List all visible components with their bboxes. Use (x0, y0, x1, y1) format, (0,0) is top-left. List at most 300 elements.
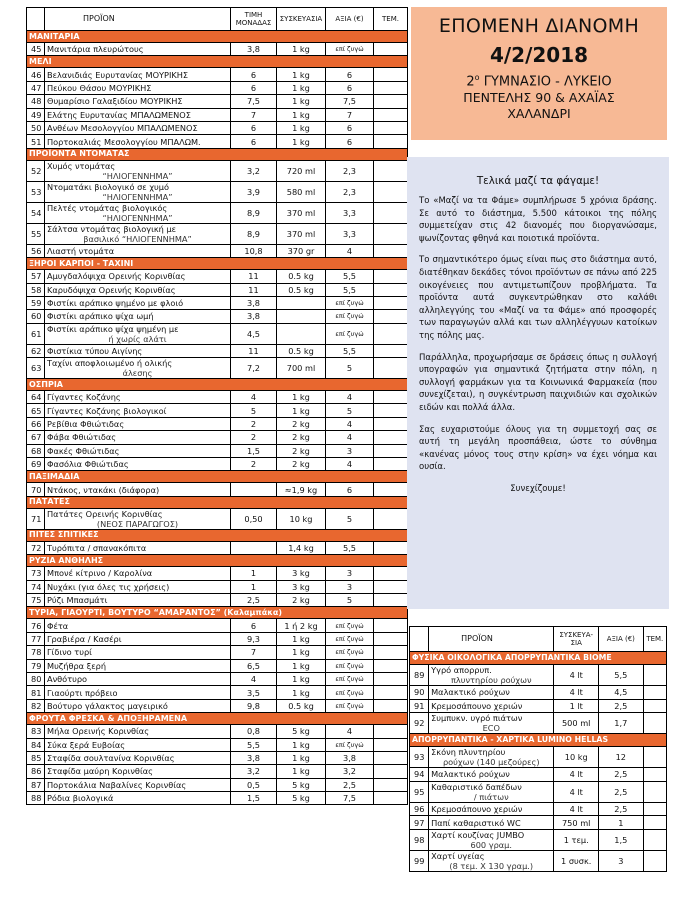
product-price: 1,5 (231, 792, 277, 805)
product-price: 7,2 (231, 358, 277, 379)
product-row (27, 270, 408, 283)
product-package: 1 lt (554, 699, 599, 713)
product-package: 5 kg (277, 778, 326, 791)
product-row (27, 765, 408, 778)
product-row (410, 829, 667, 850)
product-number: 67 (27, 431, 45, 444)
product-name-text: Κρεμοσάπουνο χεριών (431, 804, 523, 815)
product-name-text: Χυμός ντομάτας (47, 160, 116, 171)
product-package: 1 kg (277, 646, 326, 659)
product-row (410, 850, 667, 871)
product-package: 0.5 kg (277, 699, 326, 712)
col-value: ΑΞΙΑ (€) (326, 8, 374, 31)
quantity-cell (374, 567, 408, 580)
distribution-address: ΠΕΝΤΕΛΗΣ 90 & ΑΧΑΪΑΣ (463, 90, 615, 106)
product-value: 5,5 (326, 270, 374, 283)
product-name-text: Ντοματάκι βιολογικό σε χυμό (47, 181, 170, 192)
product-row (27, 483, 408, 496)
product-name (45, 244, 231, 257)
product-package: 2 kg (277, 458, 326, 471)
product-price: 5,5 (231, 738, 277, 751)
product-name-text: Ταχίνι απoφλοιωμένο ή ολικής (47, 358, 173, 369)
product-name (45, 108, 231, 121)
product-value: επί ζυγώ (326, 43, 374, 56)
product-price: 0,5 (231, 778, 277, 791)
product-row (410, 816, 667, 830)
quantity-cell (374, 751, 408, 764)
product-package (277, 323, 326, 344)
product-package: 3 kg (277, 580, 326, 593)
quantity-cell (643, 781, 666, 802)
product-row (27, 358, 408, 379)
product-package: 1 kg (277, 404, 326, 417)
product-row (27, 160, 408, 181)
product-name (45, 391, 231, 404)
product-number: 85 (27, 751, 45, 764)
product-value: 7 (326, 108, 374, 121)
category-header (27, 713, 408, 725)
message-paragraph: Το «Μαζί να τα Φάμε» συμπλήρωσε 5 χρόνια δράσης. Σε αυτό το διάστημα, 5.500 κάτοικοι της πόλης συμμετείχαν στις 42 διανομές που διοργανώσαμε, ψωνίζοντας φθηνά και ποιοτικά προϊόντα. (419, 196, 657, 244)
product-name (45, 68, 231, 81)
product-value: 6 (326, 68, 374, 81)
product-price: 2,5 (231, 593, 277, 606)
product-name (45, 323, 231, 344)
next-distribution-box (411, 7, 667, 140)
product-package: 4 lt (554, 665, 599, 686)
product-name (45, 725, 231, 738)
product-row (410, 686, 667, 700)
product-price: 1 (231, 567, 277, 580)
product-value: 1,5 (599, 829, 644, 850)
product-value: 4 (326, 417, 374, 430)
product-row (27, 223, 408, 244)
quantity-cell (643, 850, 666, 871)
product-package: 10 kg (277, 508, 326, 529)
category-header (27, 148, 408, 160)
product-row (27, 344, 408, 357)
product-row (27, 593, 408, 606)
product-number: 76 (27, 619, 45, 632)
product-name (45, 580, 231, 593)
product-value: 7,5 (326, 792, 374, 805)
product-name-text: Ελάτης Ευρυτανίας ΜΠΑΛΩΜΕΝΟΣ (47, 109, 191, 120)
product-package: 1 τεμ. (554, 829, 599, 850)
product-name (45, 310, 231, 323)
product-package: 4 lt (554, 686, 599, 700)
product-row (27, 632, 408, 645)
product-value: 3 (326, 567, 374, 580)
product-package: 1 kg (277, 686, 326, 699)
category-header (27, 607, 408, 619)
product-value: 6 (326, 81, 374, 94)
product-name-text: Φακές Φθιώτιδας (47, 445, 120, 456)
quantity-cell (374, 121, 408, 134)
product-name (45, 541, 231, 554)
product-price: 2 (231, 417, 277, 430)
product-number: 56 (27, 244, 45, 257)
product-package: 2 kg (277, 431, 326, 444)
category-header (27, 471, 408, 483)
product-package: 5 kg (277, 725, 326, 738)
product-name-text: Σταφίδα μαύρη Κορινθίας (47, 766, 153, 777)
product-price: 0,8 (231, 725, 277, 738)
product-number: 95 (410, 781, 429, 802)
quantity-cell (374, 181, 408, 202)
product-value: επί ζυγώ (326, 646, 374, 659)
product-number: 75 (27, 593, 45, 606)
product-value: 3 (599, 850, 644, 871)
quantity-cell (374, 444, 408, 457)
message-title: Τελικά μαζί τα φάγαμε! (476, 175, 600, 187)
quantity-cell (374, 244, 408, 257)
product-name (45, 686, 231, 699)
quantity-cell (374, 778, 408, 791)
product-price: 6 (231, 619, 277, 632)
category-label: ΦΡΟΥΤΑ ΦΡΕΣΚΑ & ΑΠΟΞΗΡΑΜΕΝΑ (27, 713, 408, 725)
category-label: ΡΥΖΙΑ ΑΝΘΗΛΗΣ (27, 555, 408, 567)
product-value: 6 (326, 483, 374, 496)
product-package: 1 kg (277, 751, 326, 764)
product-name-subline: (8 τεμ. Χ 130 γραμ.) (449, 860, 534, 871)
product-name (45, 508, 231, 529)
product-value: 2,5 (599, 768, 644, 782)
quantity-cell (374, 358, 408, 379)
product-name-text: Φέτα (47, 620, 69, 631)
product-name (45, 223, 231, 244)
product-name (45, 283, 231, 296)
products-table-left (26, 7, 408, 805)
quantity-cell (374, 646, 408, 659)
product-number: 81 (27, 686, 45, 699)
category-label: ΠΙΤΕΣ ΣΠΙΤΙΚΕΣ (27, 529, 408, 541)
product-row (27, 323, 408, 344)
product-value: 6 (326, 135, 374, 148)
product-name-subline: άλεσης (122, 368, 153, 379)
product-name-text: Σύκα ξερά Ευβοίας (47, 739, 126, 750)
product-name-text: Συμπυκν. υγρό πιάτων (431, 713, 523, 724)
product-name-subline: ή χωρίς αλάτι (108, 333, 167, 344)
product-value: επί ζυγώ (326, 659, 374, 672)
product-value: επί ζυγώ (326, 619, 374, 632)
product-name (45, 632, 231, 645)
product-number: 69 (27, 458, 45, 471)
quantity-cell (643, 747, 666, 768)
product-row (27, 95, 408, 108)
product-value: 2,5 (326, 778, 374, 791)
product-row (27, 81, 408, 94)
product-name (45, 458, 231, 471)
product-number: 53 (27, 181, 45, 202)
product-package: 2 kg (277, 593, 326, 606)
product-row (27, 646, 408, 659)
product-price (231, 541, 277, 554)
product-name (429, 699, 554, 713)
product-value: 2,5 (599, 802, 644, 816)
product-package: 700 ml (277, 358, 326, 379)
product-value: 5 (326, 358, 374, 379)
product-row (27, 444, 408, 457)
product-value: 5 (326, 404, 374, 417)
product-number: 64 (27, 391, 45, 404)
product-name-text: Βούτυρο γάλακτος μαγειρικό (47, 700, 168, 711)
product-price: 10,8 (231, 244, 277, 257)
product-name-text: Φασόλια Φθιώτιδας (47, 459, 129, 470)
product-package: 1 συσκ. (554, 850, 599, 871)
product-price: 3,2 (231, 765, 277, 778)
category-label: ΑΠΟΡΡΥΠΑΝΤΙΚΑ - ΧΑΡΤΙΚΑ LUMINO HELLAS (410, 734, 667, 747)
product-number: 45 (27, 43, 45, 56)
quantity-cell (374, 619, 408, 632)
category-label: ΠΑΞΙΜΑΔΙΑ (27, 471, 408, 483)
product-number: 74 (27, 580, 45, 593)
product-row (27, 699, 408, 712)
col-product: ΠΡΟΪΟΝ (45, 8, 231, 31)
quantity-cell (374, 160, 408, 181)
product-name-text: Ανθότυρο (47, 674, 88, 685)
product-name (45, 792, 231, 805)
product-row (27, 751, 408, 764)
message-signoff: Συνεχίζουμε! (510, 483, 566, 494)
product-row (27, 659, 408, 672)
product-package: 1 kg (277, 672, 326, 685)
product-name (429, 781, 554, 802)
quantity-cell (374, 223, 408, 244)
product-name-subline: ρούχων (140 μεζούρες) (442, 757, 540, 768)
product-price: 2 (231, 458, 277, 471)
quantity-cell (374, 296, 408, 309)
product-value: επί ζυγώ (326, 296, 374, 309)
quantity-cell (374, 580, 408, 593)
product-price: 6,5 (231, 659, 277, 672)
quantity-cell (643, 665, 666, 686)
product-name (45, 135, 231, 148)
quantity-cell (374, 68, 408, 81)
product-name (45, 417, 231, 430)
product-value: 2,5 (599, 699, 644, 713)
product-value: 7,5 (326, 95, 374, 108)
product-name-text: Πορτοκάλια Ναβαλίνες Κορινθίας (47, 779, 187, 790)
distribution-venue: $2^o$ ΓΥΜΝΑΣΙΟ - ΛΥΚΕΙΟ (466, 73, 612, 90)
product-name-text: Υγρό απορρυπ. (431, 665, 492, 675)
quantity-cell (374, 593, 408, 606)
product-name-text: Ρύζι Μπασμάτι (47, 595, 108, 606)
product-name-text: Μανιτάρια πλευρώτους (47, 44, 144, 55)
quantity-cell (374, 81, 408, 94)
col-package: ΣΥΣΚΕΥΑ-ΣΙΑ (554, 627, 599, 652)
product-price: 8,9 (231, 202, 277, 223)
category-label: ΠΑΤΑΤΕΣ (27, 496, 408, 508)
product-name-text: Πατάτες Ορεινής Κορινθίας (47, 508, 163, 519)
product-row (27, 121, 408, 134)
product-package: 1 kg (277, 108, 326, 121)
col-price: ΤΙΜΗ ΜΟΝΑΔΑΣ (231, 8, 277, 31)
product-number: 70 (27, 483, 45, 496)
product-number: 58 (27, 283, 45, 296)
product-name (45, 567, 231, 580)
product-package: 2 kg (277, 417, 326, 430)
product-price: 4 (231, 391, 277, 404)
product-package: 0.5 kg (277, 270, 326, 283)
product-number: 86 (27, 765, 45, 778)
product-name-text: Φιστίκι αράπικο ψημένο με φλοιό (47, 298, 184, 309)
product-name-text: Φιστίκι αράπικο ψίχα ωμή (47, 311, 154, 322)
product-number: 97 (410, 816, 429, 830)
product-number: 88 (27, 792, 45, 805)
quantity-cell (374, 108, 408, 121)
product-name-text: Γίδινο τυρί (47, 647, 92, 658)
product-number: 98 (410, 829, 429, 850)
product-price (231, 483, 277, 496)
product-name (429, 768, 554, 782)
product-package: 1 kg (277, 391, 326, 404)
product-row (410, 665, 667, 686)
product-number: 47 (27, 81, 45, 94)
quantity-cell (374, 344, 408, 357)
quantity-cell (643, 829, 666, 850)
product-row (410, 802, 667, 816)
product-number: 91 (410, 699, 429, 713)
product-row (27, 431, 408, 444)
product-price: 6 (231, 121, 277, 134)
product-name-text: Σάλτσα ντομάτας βιολογική με (47, 223, 177, 234)
quantity-cell (643, 699, 666, 713)
product-name-subline: βασιλικό “ΗΛΙΟΓΕΝΝΗΜΑ” (83, 233, 192, 244)
product-value: 3 (326, 444, 374, 457)
product-name-text: Μυζήθρα ξερή (47, 660, 107, 671)
product-value: 4 (326, 458, 374, 471)
product-number: 77 (27, 632, 45, 645)
product-name-text: Γιαούρτι πρόβειο (47, 687, 118, 698)
product-number: 79 (27, 659, 45, 672)
product-number: 61 (27, 323, 45, 344)
product-price: 1,5 (231, 444, 277, 457)
quantity-cell (374, 431, 408, 444)
product-name (45, 659, 231, 672)
products-table-right (409, 626, 667, 872)
quantity-cell (374, 417, 408, 430)
product-package: 1 kg (277, 121, 326, 134)
quantity-cell (374, 404, 408, 417)
product-name-text: Σκόνη πλυντηρίου (431, 747, 506, 758)
product-name-text: Σταφίδα σουλτανίνα Κορινθίας (47, 753, 175, 764)
product-package: 1 kg (277, 765, 326, 778)
product-name-text: Καθαριστικό δαπέδων (431, 781, 522, 792)
category-label: ΟΣΠΡΙΑ (27, 379, 408, 391)
product-name (45, 483, 231, 496)
product-price: 6 (231, 68, 277, 81)
product-number: 62 (27, 344, 45, 357)
product-number: 84 (27, 738, 45, 751)
product-value: 4,5 (599, 686, 644, 700)
product-value: 5 (326, 508, 374, 529)
product-name-text: Κρεμοσάπουνο χεριών (431, 700, 523, 711)
product-price: 3,2 (231, 160, 277, 181)
quantity-cell (374, 483, 408, 496)
category-label: ΜΑΝΙΤΑΡΙΑ (27, 31, 408, 43)
product-value: 5,5 (326, 283, 374, 296)
product-package: 0.5 kg (277, 344, 326, 357)
product-value: 5,5 (599, 665, 644, 686)
product-package: 500 ml (554, 713, 599, 734)
distribution-area: ΧΑΛΑΝΔΡΙ (507, 106, 571, 122)
product-value: 2,3 (326, 160, 374, 181)
product-row (27, 181, 408, 202)
product-number: 71 (27, 508, 45, 529)
quantity-cell (374, 508, 408, 529)
product-number: 48 (27, 95, 45, 108)
quantity-cell (374, 135, 408, 148)
product-price: 4,5 (231, 323, 277, 344)
product-number: 60 (27, 310, 45, 323)
product-price: 11 (231, 270, 277, 283)
product-name-text: Φιστίκι αράπικο ψίχα ψημένη με (47, 323, 179, 334)
quantity-cell (374, 323, 408, 344)
product-row (27, 283, 408, 296)
category-label: ΦΥΣΙΚΑ ΟΙΚΟΛΟΓΙΚΑ ΑΠΟΡΡΥΠΑΝΤΙΚΑ BIOME (410, 652, 667, 665)
quantity-cell (374, 283, 408, 296)
product-row (27, 738, 408, 751)
product-value: 4 (326, 431, 374, 444)
product-name (45, 202, 231, 223)
table-header (410, 627, 667, 652)
product-name (429, 713, 554, 734)
product-price: 7 (231, 646, 277, 659)
product-name (45, 404, 231, 417)
category-header (27, 258, 408, 270)
product-name (45, 444, 231, 457)
product-name-text: Μαλακτικό ρούχων (431, 687, 510, 698)
quantity-cell (374, 672, 408, 685)
product-row (27, 580, 408, 593)
category-header (410, 652, 667, 665)
product-name (45, 765, 231, 778)
product-price: 0,50 (231, 508, 277, 529)
quantity-cell (374, 699, 408, 712)
product-number: 73 (27, 567, 45, 580)
product-row (27, 508, 408, 529)
product-package: 1 kg (277, 738, 326, 751)
product-row (27, 686, 408, 699)
product-value: 3 (326, 580, 374, 593)
product-value: 3,3 (326, 202, 374, 223)
quantity-cell (374, 738, 408, 751)
product-row (27, 541, 408, 554)
product-row (27, 619, 408, 632)
quantity-cell (374, 686, 408, 699)
product-price: 3,8 (231, 310, 277, 323)
product-row (27, 108, 408, 121)
product-name (45, 738, 231, 751)
product-name (45, 43, 231, 56)
product-package: 2 kg (277, 444, 326, 457)
product-number: 49 (27, 108, 45, 121)
product-name (45, 646, 231, 659)
product-name (45, 344, 231, 357)
product-name-subline: (ΝΕΟΣ ΠΑΡΑΓΩΓΟΣ) (96, 518, 179, 529)
product-package: ≈1,9 kg (277, 483, 326, 496)
product-name-text: Γραβιέρα / Κασέρι (47, 633, 122, 644)
quantity-cell (374, 541, 408, 554)
product-number: 83 (27, 725, 45, 738)
product-value: επί ζυγώ (326, 672, 374, 685)
product-name (45, 358, 231, 379)
product-price: 11 (231, 283, 277, 296)
product-name (45, 160, 231, 181)
product-value: επί ζυγώ (326, 310, 374, 323)
product-number: 55 (27, 223, 45, 244)
product-package: 1 kg (277, 135, 326, 148)
next-distribution-title: ΕΠΟΜΕΝΗ ΔΙΑΝΟΜΗ (438, 15, 640, 37)
